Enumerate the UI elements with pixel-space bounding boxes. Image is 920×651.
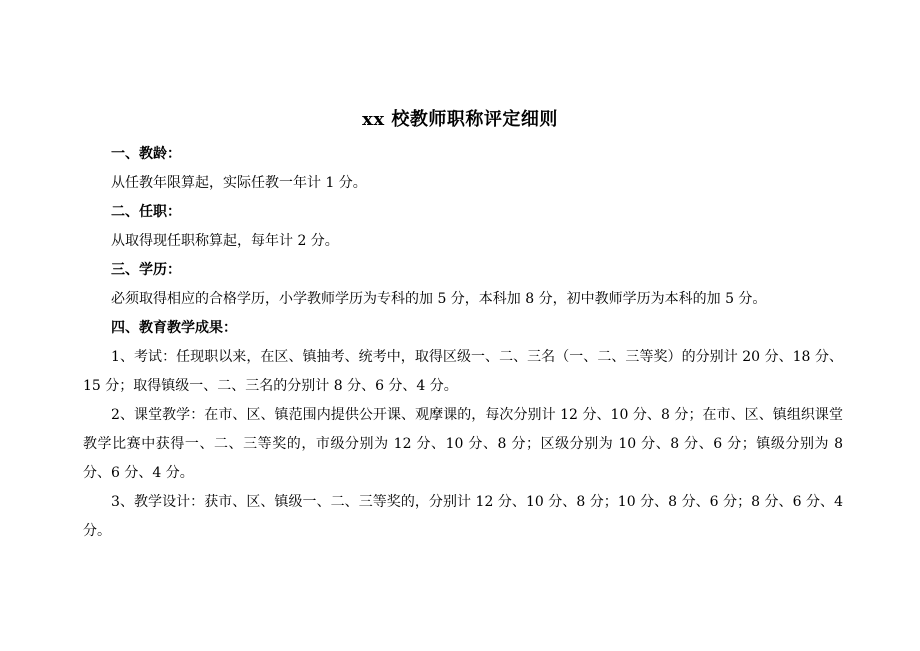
achievement-item-classroom-teaching: 2、课堂教学：在市、区、镇范围内提供公开课、观摩课的，每次分别计 12 分、10 分、8 分；在市、区、镇组织课堂教学比赛中获得一、二、三等奖的，市级分别为 12 分、10 分、8 分；区级分别为 10 分、8 分、6 分；镇级分别为 8 分、6 分、4 分。 <box>83 407 843 481</box>
section-heading-teaching-years: 一、教龄： <box>111 146 181 162</box>
document-title: xx 校教师职称评定细则 <box>362 109 558 130</box>
section-heading-position: 二、任职： <box>111 204 181 220</box>
achievement-item-teaching-design: 3、教学设计：获市、区、镇级一、二、三等奖的，分别计 12 分、10 分、8 分；10 分、8 分、6 分；8 分、6 分、4 分。 <box>83 494 843 539</box>
achievement-item-exams: 1、考试：任现职以来，在区、镇抽考、统考中，取得区级一、二、三名（一、二、三等奖）的分别计 20 分、18 分、15 分；取得镇级一、二、三名的分别计 8 分、6 分、4 分。 <box>83 349 843 394</box>
section-text-position: 从取得现任职称算起，每年计 2 分。 <box>111 233 339 249</box>
section-text-education: 必须取得相应的合格学历，小学教师学历为专科的加 5 分，本科加 8 分，初中教师学历为本科的加 5 分。 <box>111 291 767 307</box>
section-heading-education: 三、学历： <box>111 262 181 278</box>
document-body <box>83 140 843 546</box>
section-text-teaching-years: 从任教年限算起，实际任教一年计 1 分。 <box>111 175 367 191</box>
section-heading-achievements: 四、教育教学成果： <box>111 320 237 336</box>
